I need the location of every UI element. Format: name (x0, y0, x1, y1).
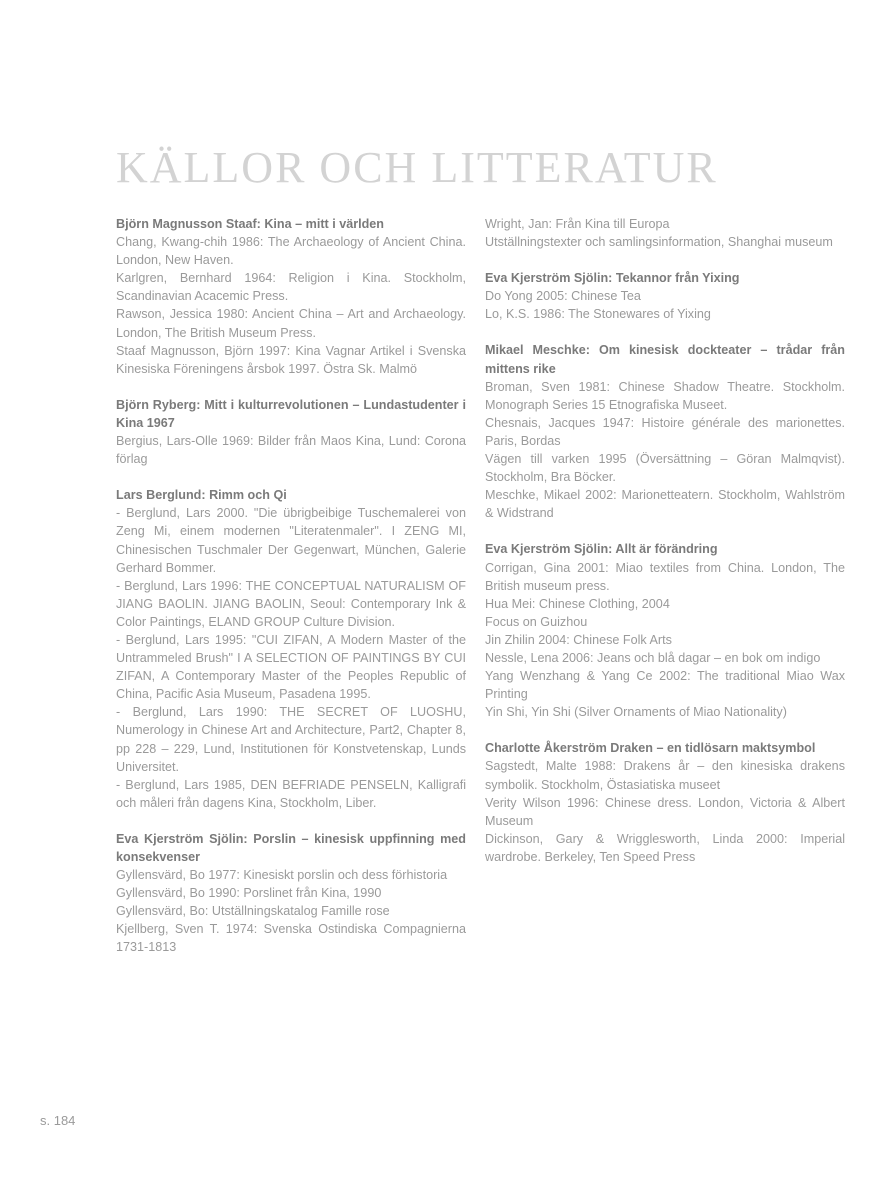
reference-entry: - Berglund, Lars 1996: THE CONCEPTUAL NATURALISM OF JIANG BAOLIN. JIANG BAOLIN, Seoul: Contemporary Ink & Color Paintings, ELAND GROUP Culture Division. (116, 578, 466, 629)
reference-section (485, 540, 845, 721)
section-heading: Björn Magnusson Staaf: Kina – mitt i världen (116, 217, 385, 231)
reference-entry: Gyllensvärd, Bo: Utställningskatalog Famille rose (116, 904, 390, 919)
reference-entry: Broman, Sven 1981: Chinese Shadow Theatre. Stockholm. Monograph Series 15 Etnografiska Museet. (485, 379, 845, 412)
reference-section (485, 739, 845, 866)
reference-section (116, 830, 466, 957)
reference-entry: Kjellberg, Sven T. 1974: Svenska Ostindiska Compagnierna 1731-1813 (116, 922, 466, 955)
section-heading: Eva Kjerström Sjölin: Tekannor från Yixing (485, 271, 740, 286)
page-number: s. 184 (40, 1113, 76, 1128)
section-heading: Mikael Meschke: Om kinesisk dockteater – trådar från mittens rike (485, 343, 845, 376)
section-heading: Björn Ryberg: Mitt i kulturrevolutionen – Lundastudenter i Kina 1967 (116, 397, 466, 430)
reference-entry: Hua Mei: Chinese Clothing, 2004 (485, 596, 670, 611)
reference-entry: Focus on Guizhou (485, 614, 588, 629)
section-heading: Eva Kjerström Sjölin: Allt är förändring (485, 542, 718, 557)
reference-section (116, 486, 466, 812)
reference-entry: Nessle, Lena 2006: Jeans och blå dagar – en bok om indigo (485, 650, 821, 665)
reference-entry: Do Yong 2005: Chinese Tea (485, 289, 641, 304)
reference-section (116, 215, 466, 378)
reference-section (116, 396, 466, 468)
reference-section (485, 269, 845, 323)
left-column (116, 215, 466, 975)
reference-entry: Chang, Kwang-chih 1986: The Archaeology of Ancient China. London, New Haven. (116, 235, 466, 268)
reference-entry: Rawson, Jessica 1980: Ancient China – Art and Archaeology. London, The British Museum Press. (116, 307, 466, 340)
reference-entry: Utställningstexter och samlingsinformation, Shanghai museum (485, 235, 833, 250)
reference-entry: Lo, K.S. 1986: The Stonewares of Yixing (485, 307, 711, 322)
reference-entry: Sagstedt, Malte 1988: Drakens år – den kinesiska drakens symbolik. Stockholm, Östasiatiska museet (485, 759, 845, 792)
reference-entry: Dickinson, Gary & Wrigglesworth, Linda 2000: Imperial wardrobe. Berkeley, Ten Speed Press (485, 831, 845, 864)
reference-entry: Gyllensvärd, Bo 1977: Kinesiskt porslin och dess förhistoria (116, 868, 448, 883)
section-heading: Eva Kjerström Sjölin: Porslin – kinesisk uppfinning med konsekvenser (116, 831, 466, 864)
reference-entry: Karlgren, Bernhard 1964: Religion i Kina. Stockholm, Scandinavian Acacemic Press. (116, 271, 466, 304)
reference-section (485, 341, 845, 522)
reference-entry: - Berglund, Lars 1995: "CUI ZIFAN, A Modern Master of the Untrammeled Brush" I A SELECTION OF PAINTINGS BY CUI ZIFAN, A Contemporary Master of the Peoples Republic of China, Pacific Asia Museum, Pasadena 1995. (116, 632, 466, 702)
reference-entry: Wright, Jan: Från Kina till Europa (485, 217, 670, 231)
reference-entry: Meschke, Mikael 2002: Marionetteatern. Stockholm, Wahlström & Widstrand (485, 488, 845, 521)
right-column (485, 215, 845, 884)
reference-entry: - Berglund, Lars 2000. "Die übrigbeibige Tuschemalerei von Zeng Mi, einem modernen "Literatenmaler". I ZENG MI, Chinesischen Tuschmaler Der Gegenwart, München, Galerie Gerhard Bommer. (116, 506, 466, 575)
section-heading: Charlotte Åkerström Draken – en tidlösarn maktsymbol (485, 741, 816, 756)
reference-entry: - Berglund, Lars 1985, DEN BEFRIADE PENSELN, Kalligrafi och måleri från dagens Kina, Stockholm, Liber. (116, 777, 466, 810)
reference-entry: Bergius, Lars-Olle 1969: Bilder från Maos Kina, Lund: Corona förlag (116, 434, 466, 467)
reference-entry: Jin Zhilin 2004: Chinese Folk Arts (485, 632, 672, 647)
reference-entry: Vägen till varken 1995 (Översättning – Göran Malmqvist). Stockholm, Bra Böcker. (485, 452, 845, 485)
section-heading: Lars Berglund: Rimm och Qi (116, 488, 287, 503)
reference-entry: Staaf Magnusson, Björn 1997: Kina Vagnar Artikel i Svenska Kinesiska Föreningens årsbok 1997. Östra Sk. Malmö (116, 343, 466, 376)
reference-entry: - Berglund, Lars 1990: THE SECRET OF LUOSHU, Numerology in Chinese Art and Architecture, Part2, Chapter 8, pp 228 – 229, Lund, Institutionen för Konstvetenskap, Lunds Universitet. (116, 705, 466, 774)
reference-section (485, 215, 845, 251)
reference-entry: Yin Shi, Yin Shi (Silver Ornaments of Miao Nationality) (485, 705, 787, 720)
reference-entry: Verity Wilson 1996: Chinese dress. London, Victoria & Albert Museum (485, 795, 845, 828)
reference-entry: Corrigan, Gina 2001: Miao textiles from China. London, The British museum press. (485, 560, 845, 593)
page-title: KÄLLOR OCH LITTERATUR (116, 143, 718, 192)
reference-entry: Chesnais, Jacques 1947: Histoire générale des marionettes. Paris, Bordas (485, 415, 845, 448)
reference-entry: Gyllensvärd, Bo 1990: Porslinet från Kina, 1990 (116, 886, 382, 901)
reference-entry: Yang Wenzhang & Yang Ce 2002: The traditional Miao Wax Printing (485, 669, 845, 702)
